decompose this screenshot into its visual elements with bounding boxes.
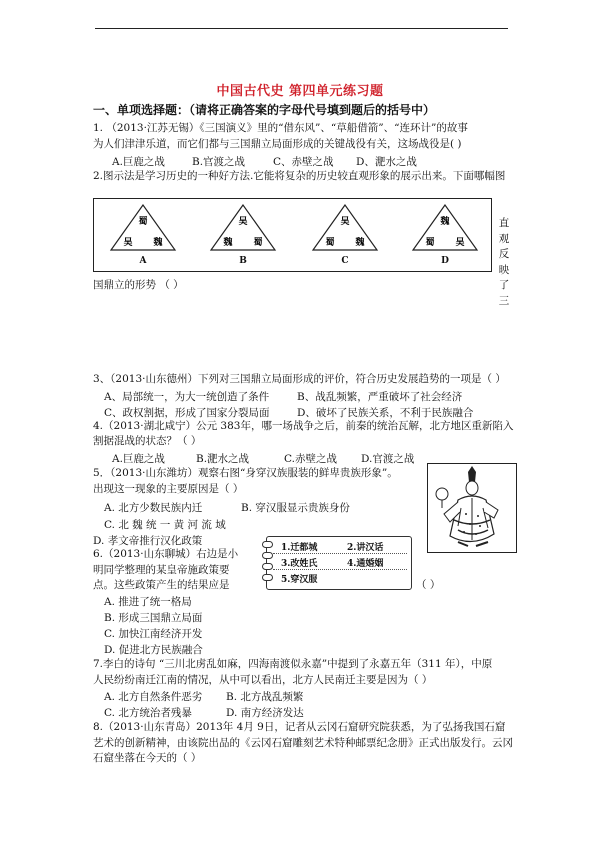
triangle-diagram-c [310, 203, 380, 253]
q3-option-a: A、局部统一，为大一统创造了条件 [104, 391, 270, 403]
q7-line1: 7.李白的诗句 “三川北虏乱如麻，四海南渡似永嘉”中提到了永嘉五年（311 年），中原 [93, 658, 493, 670]
triangle-b-left: 魏 [223, 238, 233, 248]
q6-option-b: B. 形成三国鼎立局面 [104, 612, 203, 624]
triangle-diagram-a [108, 203, 178, 253]
triangle-b-top: 吴 [238, 217, 248, 227]
q6-line3: 点。这些政策产生的结果应是 [93, 579, 230, 591]
policy-item: 5.穿汉服 [281, 575, 318, 585]
policy-notepad [266, 536, 412, 590]
q2-vertical-char: 观 [498, 232, 510, 245]
q4-option-d: D.官渡之战 [361, 453, 415, 465]
policy-item: 4.通婚姻 [347, 559, 384, 569]
q5-line2: 出现这一现象的主要原因是（ ） [93, 483, 244, 495]
policy-item: 3.改姓氏 [281, 559, 318, 569]
q2-diagram-panel [93, 198, 492, 272]
q2-vertical-char: 映 [498, 263, 510, 276]
q2-vertical-char: 反 [498, 248, 510, 260]
noble-figure-icon [428, 464, 516, 552]
q2-line2: 国鼎立的形势 （ ） [93, 279, 184, 291]
notepad-rule [273, 569, 407, 570]
q4-option-a: A.巨鹿之战 [112, 453, 165, 465]
q1-option-b: B.官渡之战 [192, 156, 246, 168]
q5-option-d: D. 孝文帝推行汉化政策 [93, 535, 203, 547]
triangle-icon [108, 203, 178, 253]
triangle-diagram-b [208, 203, 278, 253]
triangle-c-letter: C [341, 256, 349, 266]
triangle-d-top: 魏 [440, 217, 450, 227]
q2-vertical-char: 直 [498, 217, 510, 229]
q7-option-d: D. 南方经济发达 [226, 707, 304, 719]
q7-line2: 人民纷纷南迁江南的情况，从中可以看出，北方人民南迁主要是因为（ ） [93, 674, 433, 686]
notepad-ring [262, 563, 273, 570]
q1-line1: 1. （2013·江苏无锡）《三国演义》里的“借东风”、“草船借箭”、“连环计”的故事 [93, 122, 468, 134]
q5-option-c: C. 北 魏 统 一 黄 河 流 域 [104, 519, 226, 531]
q1-line2: 为人们津津乐道，而它们都与三国鼎立局面形成的关键战役有关，这场战役是( ) [93, 138, 462, 150]
q3-line1: 3、（2013·山东德州）下列对三国鼎立局面形成的评价，符合历史发展趋势的一项是（ ） [93, 373, 506, 385]
q5-line1: 5．（2013·山东潍坊）观察右图“身穿汉族服装的鲜卑贵族形象”。 [93, 467, 398, 479]
q2-vertical-char: 三 [498, 294, 510, 307]
triangle-d-right: 吴 [455, 238, 465, 248]
triangle-b-letter: B [239, 256, 247, 266]
q4-option-b: B.淝水之战 [196, 453, 250, 465]
triangle-d-left: 蜀 [425, 238, 435, 248]
q1-option-d: D、淝水之战 [356, 156, 417, 168]
triangle-icon [310, 203, 380, 253]
xianbei-noble-image [427, 463, 517, 553]
notepad-ring [262, 574, 273, 581]
triangle-diagram-d [410, 203, 480, 253]
triangle-c-right: 魏 [355, 238, 365, 248]
triangle-icon [410, 203, 480, 253]
q8-line1: 8.（2013·山东青岛）2013年 4月 9日，记者从云冈石窟研究院获悉，为了弘扬我国石窟 [93, 721, 506, 733]
q2-vertical-char: 了 [498, 279, 510, 291]
triangle-a-top: 蜀 [138, 217, 148, 227]
q3-option-c: C、政权割据，形成了国家分裂局面 [104, 407, 270, 419]
notepad-ring [262, 541, 273, 548]
q4-option-c: C.赤壁之战 [284, 453, 337, 465]
q6-option-c: C. 加快江南经济开发 [104, 628, 203, 640]
triangle-a-left: 吴 [123, 238, 133, 248]
policy-item: 1.迁都城 [281, 543, 318, 553]
q8-line3: 石窟坐落在今天的（ ） [93, 752, 202, 764]
q7-option-a: A. 北方自然条件恶劣 [104, 691, 203, 703]
notepad-ring [262, 552, 273, 559]
triangle-c-top: 吴 [340, 217, 350, 227]
triangle-a-right: 魏 [153, 238, 163, 248]
q5-option-a: A. 北方少数民族内迁 [104, 502, 203, 514]
q6-option-a: A. 推进了统一格局 [104, 596, 192, 608]
triangle-icon [208, 203, 278, 253]
q2-vertical-text [497, 216, 511, 309]
page-title: 中国古代史 第四单元练习题 [216, 84, 384, 99]
q5-option-b: B. 穿汉服显示贵族身份 [241, 502, 350, 514]
q2-line1: 2.图示法是学习历史的一种好方法.它能将复杂的历史较直观形象的展示出来。下面哪幅图 [93, 170, 506, 182]
q1-option-a: A.巨鹿之战 [112, 156, 165, 168]
q6-option-d: D. 促进北方民族融合 [104, 644, 203, 656]
triangle-d-letter: D [441, 256, 449, 266]
q6-answer-blank: （ ） [416, 579, 441, 591]
triangle-b-right: 蜀 [253, 238, 263, 248]
section-heading: 一、单项选择题：（请将正确答案的字母代号填到题后的括号中） [93, 103, 436, 117]
q3-option-d: D、破坏了民族关系，不利于民族融合 [297, 407, 474, 419]
notepad-rule [273, 553, 407, 554]
q6-line1: 6.（2013·山东聊城）右边是小 [93, 548, 239, 560]
q4-line1: 4.（2013·湖北咸宁）公元 383年，哪一场战争之后，前秦的统治瓦解，北方地区重新陷入 [93, 420, 514, 432]
q7-option-b: B. 北方战乱频繁 [226, 691, 304, 703]
q6-line2: 明同学整理的某皇帝施政策要 [93, 564, 230, 576]
q1-option-c: C、赤壁之战 [273, 156, 334, 168]
q4-line2: 割据混战的状态？（ ） [93, 435, 202, 447]
triangle-a-letter: A [139, 256, 147, 266]
q7-option-c: C. 北方统治者残暴 [104, 707, 192, 719]
triangle-c-left: 蜀 [325, 238, 335, 248]
q8-line2: 艺术的创新精神，由该院出品的《云冈石窟雕刻艺术特种邮票纪念册》正式出版发行。云冈 [93, 737, 513, 749]
policy-item: 2.讲汉话 [347, 543, 384, 553]
q3-option-b: B、战乱频繁，严重破坏了社会经济 [297, 391, 463, 403]
header-rule [95, 28, 508, 29]
